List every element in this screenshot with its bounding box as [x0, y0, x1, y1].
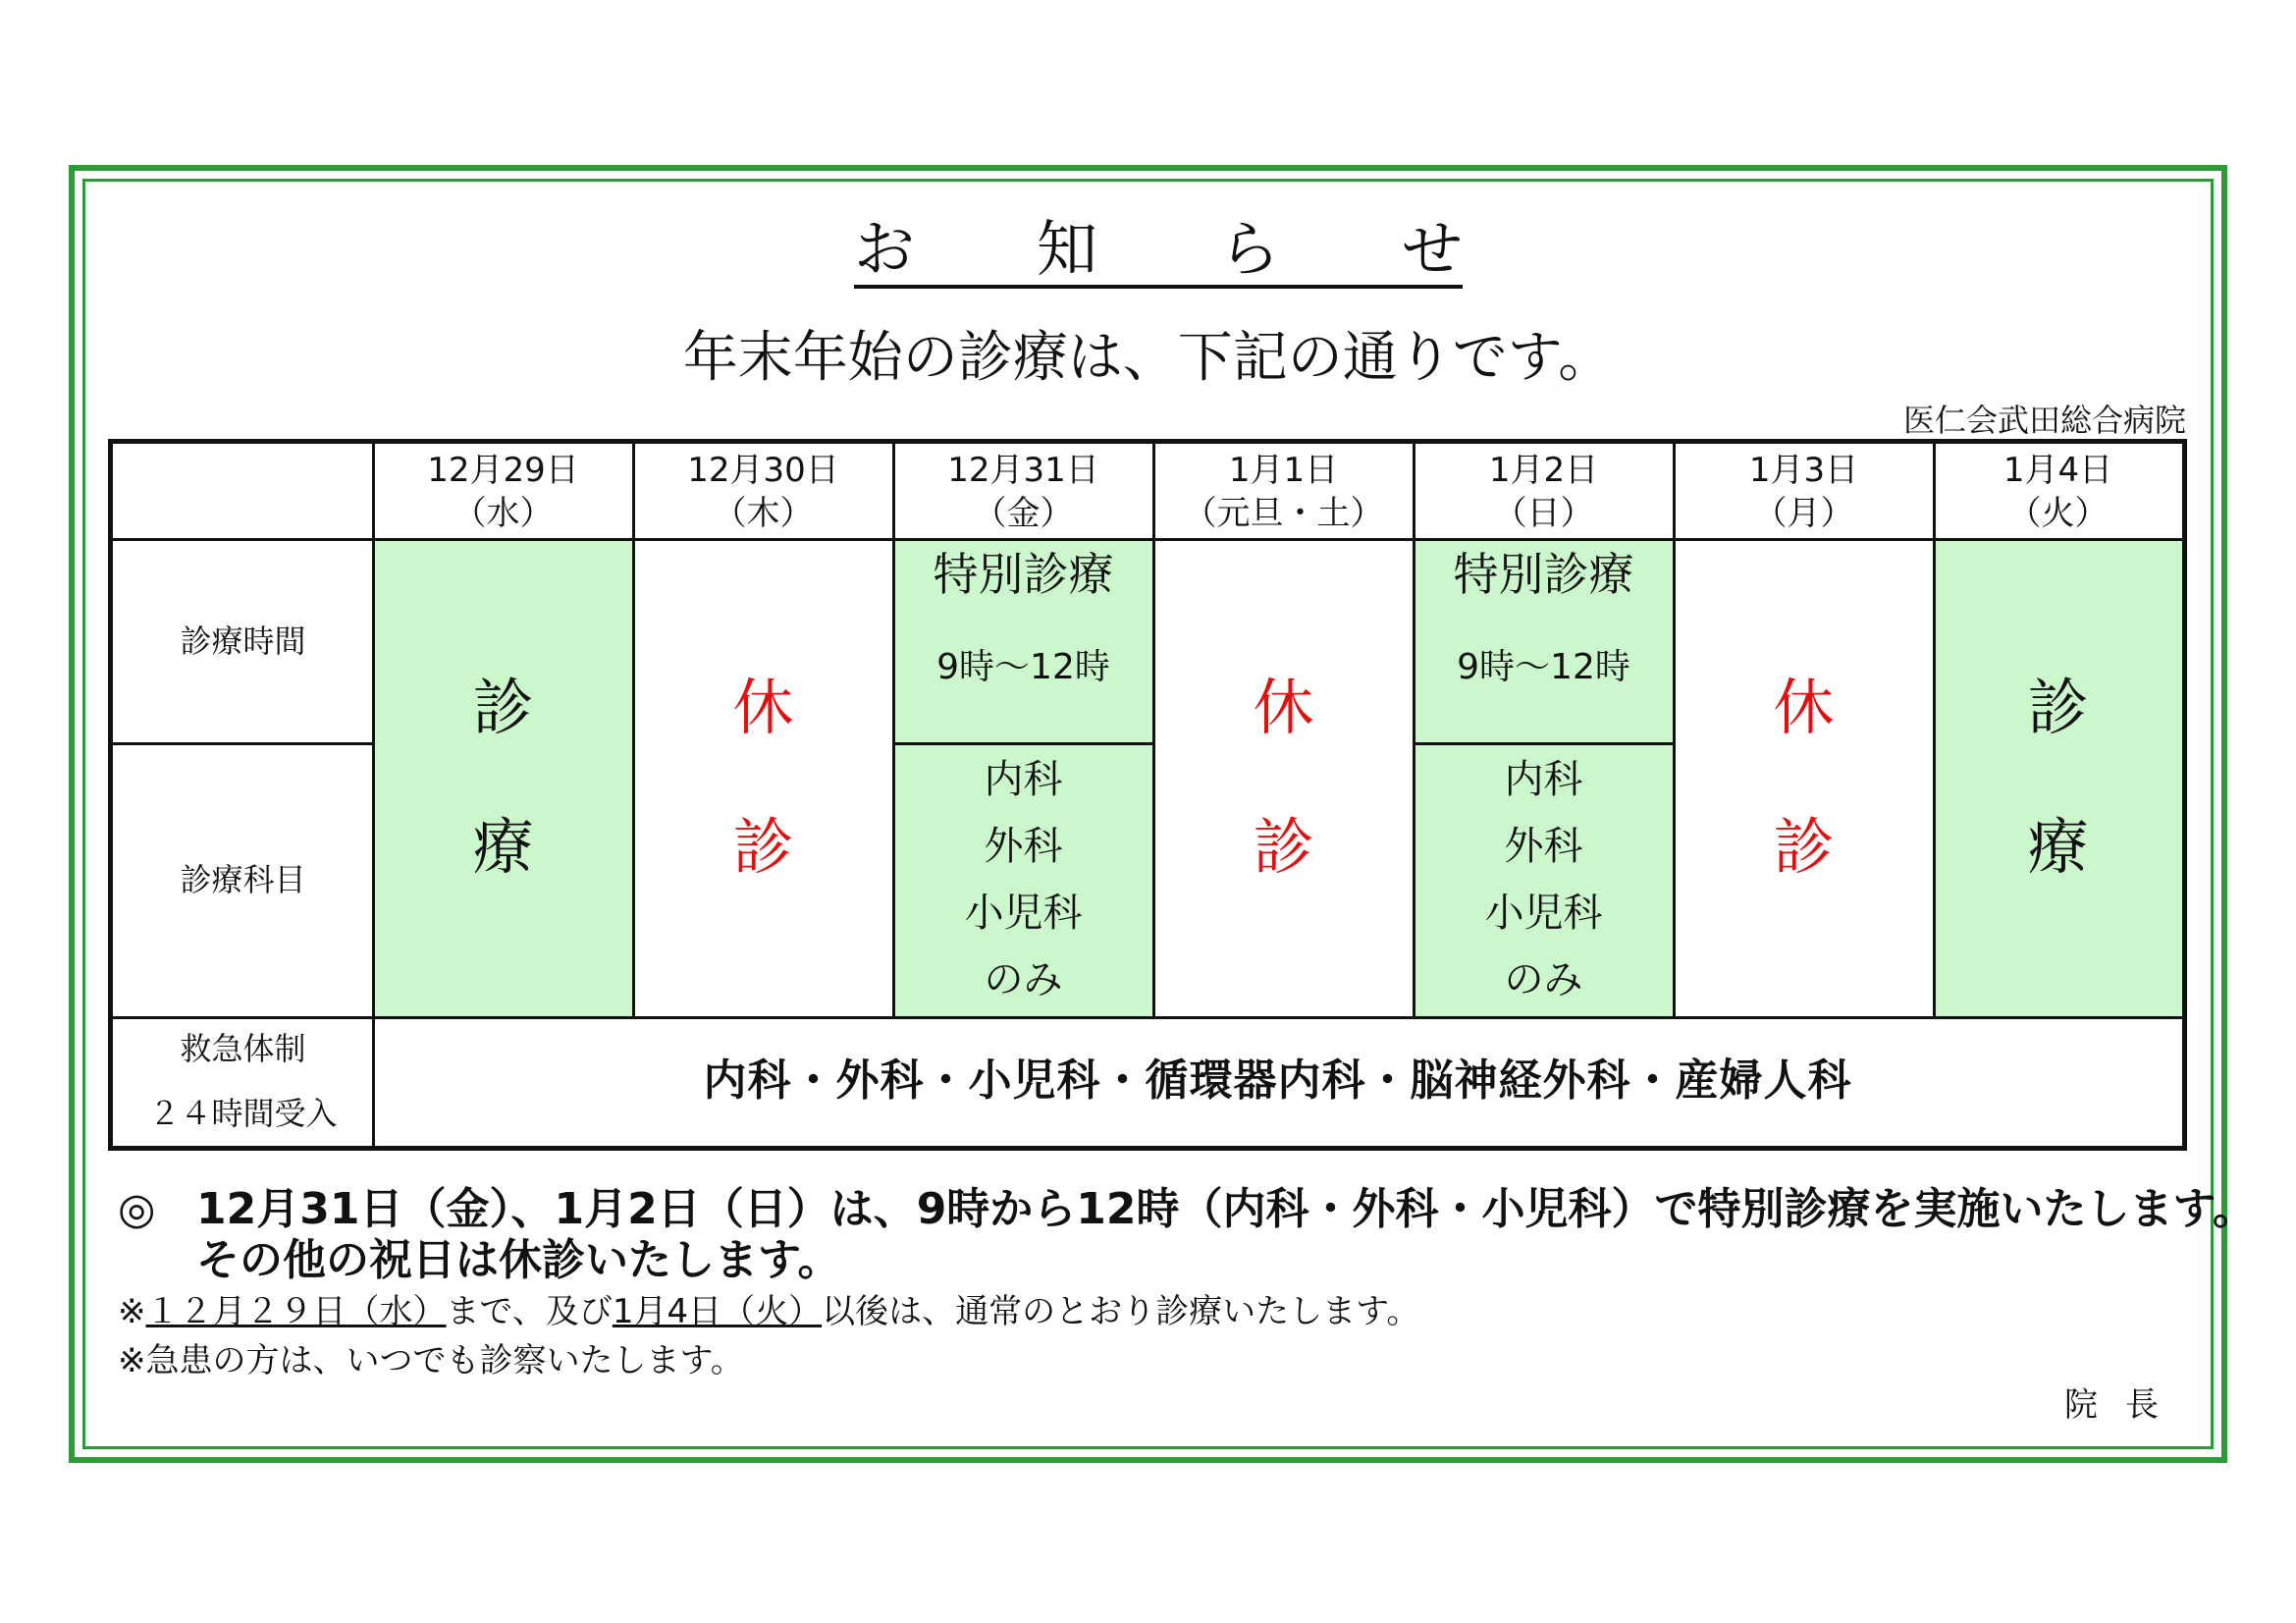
dept-item: 小児科 — [964, 891, 1083, 936]
emergency-label-1: 救急体制 — [180, 1030, 306, 1067]
open-cell-jan4 — [1934, 539, 2182, 1016]
open-char: 療 — [2027, 811, 2089, 883]
grid-line — [1413, 444, 1415, 1018]
schedule-table — [108, 439, 2187, 1151]
grid-line — [113, 742, 373, 745]
header-day: （水） — [453, 493, 554, 533]
dept-item: 外科 — [1504, 824, 1583, 869]
double-circle-icon: ◎ — [118, 1184, 156, 1234]
grid-line — [1414, 742, 1674, 745]
dept-item: のみ — [1504, 957, 1583, 1002]
grid-line — [1152, 444, 1155, 1018]
row-label-hours: 診療時間 — [180, 622, 306, 660]
notice-title — [854, 206, 1463, 289]
header-day: （金） — [973, 493, 1074, 533]
title-char: お — [854, 213, 916, 285]
closed-cell-jan1 — [1153, 539, 1414, 1016]
closed-cell-dec30 — [633, 539, 893, 1016]
header-day: （日） — [1493, 493, 1594, 533]
note-suffix: 以後は、通常のとおり診療いたします。 — [822, 1292, 1420, 1331]
header-dec31 — [893, 444, 1153, 539]
open-char: 診 — [2027, 672, 2089, 743]
grid-line — [113, 538, 2182, 541]
special-hours-jan2 — [1414, 539, 1674, 743]
title-char: ら — [1218, 213, 1280, 285]
note-mid: まで、及び — [446, 1292, 613, 1331]
header-date: 1月4日 — [2002, 450, 2113, 490]
emergency-label-2: ２４時間受入 — [148, 1095, 338, 1132]
main-note-line2: その他の祝日は休診いたします。 — [196, 1235, 841, 1285]
header-day: （火） — [2007, 493, 2109, 533]
grid-line — [892, 444, 895, 1018]
special-depts-jan2 — [1414, 743, 1674, 1016]
closed-cell-jan3 — [1674, 539, 1934, 1016]
grid-line — [372, 444, 375, 1146]
header-date: 12月29日 — [427, 450, 579, 490]
special-label: 特別診療 — [933, 548, 1114, 601]
open-cell-dec29 — [373, 539, 633, 1016]
main-note-text-1: 12月31日（金）、1月2日（日）は、9時から12時（内科・外科・小児科）で特別診療を実施いたします。 — [196, 1184, 2257, 1234]
grid-line — [1933, 444, 1936, 1018]
row-label-departments: 診療科目 — [180, 861, 306, 898]
open-char: 療 — [472, 811, 534, 883]
row-label-emergency — [113, 1016, 373, 1146]
header-date: 12月31日 — [947, 450, 1099, 490]
subtitle: 年末年始の診療は、下記の通りです。 — [682, 326, 1614, 390]
signature: 院長 — [2064, 1385, 2186, 1425]
header-jan1 — [1153, 444, 1414, 539]
header-dec29 — [373, 444, 633, 539]
header-date: 1月2日 — [1488, 450, 1599, 490]
dept-item: 外科 — [984, 824, 1063, 869]
header-jan3 — [1674, 444, 1934, 539]
header-day: （木） — [713, 493, 814, 533]
header-jan4 — [1934, 444, 2182, 539]
header-day: （月） — [1753, 493, 1854, 533]
grid-line — [893, 742, 1153, 745]
grid-line — [1673, 444, 1676, 1018]
emergency-departments: 内科・外科・小児科・循環器内科・脳神経外科・産婦人科 — [703, 1055, 1852, 1106]
closed-char: 診 — [1253, 811, 1314, 883]
closed-char: 診 — [1773, 811, 1835, 883]
header-jan2 — [1414, 444, 1674, 539]
main-note-line1 — [118, 1184, 2256, 1235]
closed-char: 休 — [732, 672, 794, 743]
note-regular-hours — [118, 1291, 1419, 1332]
title-char: せ — [1401, 213, 1463, 285]
dept-item: のみ — [984, 957, 1063, 1002]
closed-char: 休 — [1773, 672, 1835, 743]
open-char: 診 — [472, 672, 534, 743]
dept-item: 内科 — [1504, 757, 1583, 802]
header-date: 1月1日 — [1228, 450, 1339, 490]
note-date-1: １２月２９日（水） — [145, 1292, 447, 1331]
closed-char: 休 — [1253, 672, 1314, 743]
special-depts-dec31 — [893, 743, 1153, 1016]
special-hours: 9時～12時 — [936, 647, 1110, 687]
closed-char: 診 — [732, 811, 794, 883]
header-dec30 — [633, 444, 893, 539]
header-day: （元旦・土） — [1183, 493, 1384, 533]
note-date-2: 1月4日（火） — [612, 1292, 823, 1331]
header-date: 12月30日 — [687, 450, 839, 490]
note-emergency: ※急患の方は、いつでも診察いたします。 — [118, 1341, 744, 1380]
hospital-name: 医仁会武田総合病院 — [1902, 402, 2186, 439]
special-label: 特別診療 — [1453, 548, 1634, 601]
grid-line — [632, 444, 635, 1018]
title-char: 知 — [1036, 213, 1097, 285]
header-date: 1月3日 — [1748, 450, 1859, 490]
special-hours-dec31 — [893, 539, 1153, 743]
grid-line — [113, 1016, 2182, 1019]
dept-item: 小児科 — [1484, 891, 1603, 936]
note-prefix: ※ — [118, 1292, 146, 1331]
special-hours: 9時～12時 — [1457, 647, 1630, 687]
dept-item: 内科 — [984, 757, 1063, 802]
